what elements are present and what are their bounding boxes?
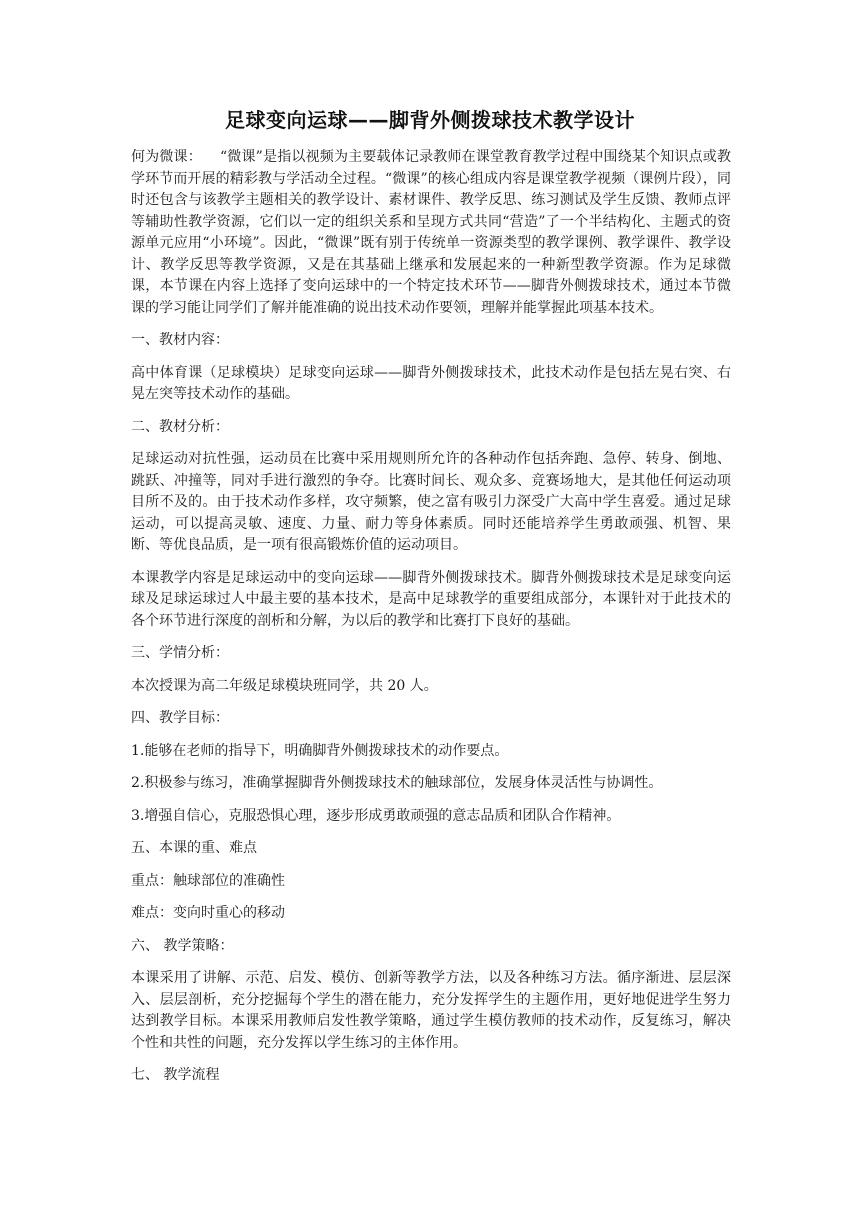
key-point: 重点：触球部位的准确性 bbox=[131, 872, 285, 889]
intro-paragraph bbox=[131, 147, 731, 319]
section-heading-4: 四、教学目标： bbox=[131, 710, 229, 726]
section-heading-2: 二、教材分析： bbox=[131, 418, 229, 435]
section-heading-1: 一、教材内容： bbox=[131, 332, 229, 348]
intro-text: “微课”是指以视频为主要载体记录教师在课堂教育教学过程中围绕某个知识点或教学环节而开展的精彩教与学活动全过程。“微课”的核心组成内容是课堂教学视频（课例片段），同时还包含与该教学主题相关的教学设计、素材课件、教学反思、练习测试及学生反馈、教师点评等辅助性教学资源，它们以一定的组织关系和呈现方式共同“营造”了一个半结构化、主题式的资源单元应用“小环境”。因此，“微课”既有别于传统单一资源类型的教学课例、教学课件、教学设计、教学反思等教学资源，又是在其基础上继承和发展起来的一种新型教学资源。作为足球微课，本节课在内容上选择了变向运球中的一个特定技术环节——脚背外侧拨球技术，通过本节微课的学习能让同学们了解并能准确的说出技术动作要领，理解并能掌握此项基本技术。 bbox=[131, 149, 731, 316]
goal-item-1: 1.能够在老师的指导下，明确脚背外侧拨球技术的动作要点。 bbox=[131, 742, 509, 759]
section-2-paragraph-1: 足球运动对抗性强，运动员在比赛中采用规则所允许的各种动作包括奔跑、急停、转身、倒地、跳跃、冲撞等，同对手进行激烈的争夺。比赛时间长、观众多、竞赛场地大，是其他任何运动项目所不及的。由于技术动作多样，攻守频繁，使之富有吸引力深受广大高中学生喜爱。通过足球运动，可以提高灵敏、速度、力量、耐力等身体素质。同时还能培养学生勇敢顽强、机智、果断、等优良品质，是一项有很高锻炼价值的运动项目。 bbox=[131, 451, 731, 553]
section-1-paragraph: 高中体育课（足球模块）足球变向运球——脚背外侧拨球技术，此技术动作是包括左晃右突、右晃左突等技术动作的基础。 bbox=[131, 364, 731, 402]
goal-item-3: 3.增强自信心，克服恐惧心理，逐步形成勇敢顽强的意志品质和团队合作精神。 bbox=[131, 807, 621, 824]
difficulty-point: 难点：变向时重心的移动 bbox=[131, 905, 285, 921]
goal-item-2: 2.积极参与练习，准确掌握脚背外侧拨球技术的触球部位，发展身体灵活性与协调性。 bbox=[131, 775, 663, 791]
document-body bbox=[131, 147, 731, 1098]
document-title: 足球变向运球——脚背外侧拨球技术教学设计 bbox=[225, 108, 635, 132]
section-6-paragraph: 本课采用了讲解、示范、启发、模仿、创新等教学方法，以及各种练习方法。循序渐进、层层深入、层层剖析，充分挖掘每个学生的潜在能力，充分发挥学生的主题作用，更好地促进学生努力达到教学目标。本课采用教师启发性教学策略，通过学生模仿教师的技术动作，反复练习，解决个性和共性的问题，充分发挥以学生练习的主体作用。 bbox=[131, 970, 731, 1051]
section-2-paragraph-2: 本课教学内容是足球运动中的变向运球——脚背外侧拨球技术。脚背外侧拨球技术是足球变向运球及足球运球过人中最主要的基本技术，是高中足球教学的重要组成部分，本课针对于此技术的各个环节进行深度的剖析和分解，为以后的教学和比赛打下良好的基础。 bbox=[131, 569, 731, 629]
section-heading-5: 五、本课的重、难点 bbox=[131, 840, 257, 856]
intro-label: 何为微课： bbox=[131, 149, 202, 165]
section-heading-6: 六、 教学策略： bbox=[131, 937, 234, 954]
section-3-paragraph: 本次授课为高二年级足球模块班同学，共 20 人。 bbox=[131, 677, 438, 694]
section-heading-7: 七、 教学流程 bbox=[131, 1067, 220, 1083]
section-heading-3: 三、学情分析： bbox=[131, 645, 229, 661]
